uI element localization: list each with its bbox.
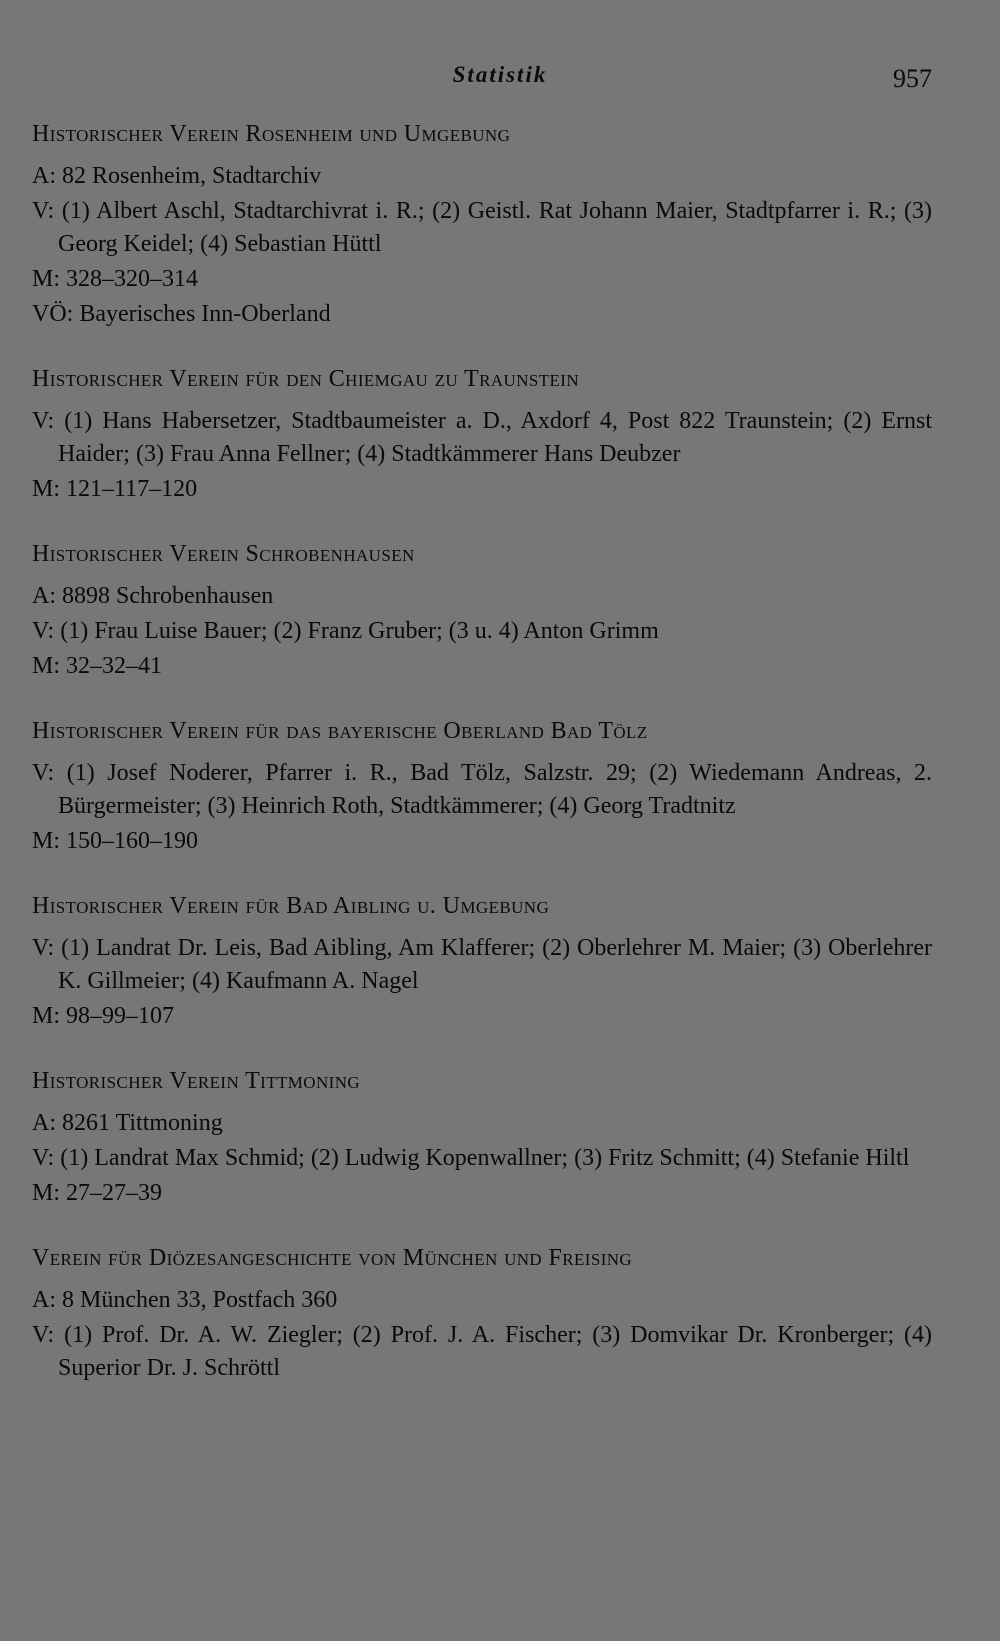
section-heading: Historischer Verein für Bad Aibling u. Umgebung [32,893,550,919]
entry-board: V: (1) Albert Aschl, Stadtarchivrat i. R.; (2) Geistl. Rat Johann Maier, Stadtpfarrer i. R.; (3) Georg Keidel; (4) Sebastian Hüttl [32,198,932,257]
entry-members: M: 328–320–314 [32,266,199,292]
entry-board: V: (1) Landrat Dr. Leis, Bad Aibling, Am Klafferer; (2) Oberlehrer M. Maier; (3) Oberlehrer K. Gillmeier; (4) Kaufmann A. Nagel [32,935,932,994]
entry-archive: A: 8898 Schrobenhausen [32,583,274,609]
entry-board: V: (1) Josef Noderer, Pfarrer i. R., Bad Tölz, Salzstr. 29; (2) Wiedemann Andreas, 2. Bürgermeister; (3) Heinrich Roth, Stadtkämmerer; (4) Georg Tradtnitz [32,760,932,819]
entry-members: M: 27–27–39 [32,1180,163,1206]
section-schrobenhausen [32,538,932,683]
entry-archive: A: 8261 Tittmoning [32,1110,223,1136]
section-heading: Historischer Verein für den Chiemgau zu Traunstein [32,366,580,392]
entry-archive: A: 82 Rosenheim, Stadtarchiv [32,163,322,189]
running-header [0,60,1000,94]
entry-board: V: (1) Landrat Max Schmid; (2) Ludwig Kopenwallner; (3) Fritz Schmitt; (4) Stefanie Hiltl [32,1145,910,1171]
entry-members: M: 150–160–190 [32,828,199,854]
section-bad-aibling [32,890,932,1033]
section-heading: Historischer Verein Schrobenhausen [32,541,415,567]
page-body [32,118,932,1417]
section-dioezesangeschichte [32,1242,932,1385]
entry-archive: A: 8 München 33, Postfach 360 [32,1287,338,1313]
entry-members: M: 32–32–41 [32,653,163,679]
page-number: 957 [893,64,932,93]
section-heading: Historischer Verein Rosenheim und Umgebung [32,121,511,147]
section-tittmoning [32,1065,932,1210]
section-rosenheim [32,118,932,331]
section-chiemgau [32,363,932,506]
entry-board: V: (1) Frau Luise Bauer; (2) Franz Gruber; (3 u. 4) Anton Grimm [32,618,659,644]
section-heading: Historischer Verein für das bayerische Oberland Bad Tölz [32,718,648,744]
section-heading: Historischer Verein Tittmoning [32,1068,361,1094]
entry-board: V: (1) Prof. Dr. A. W. Ziegler; (2) Prof. J. A. Fischer; (3) Domvikar Dr. Kronberger; (4) Superior Dr. J. Schröttl [32,1322,932,1381]
entry-members: M: 121–117–120 [32,476,198,502]
entry-publications: VÖ: Bayerisches Inn-Oberland [32,301,331,327]
entry-board: V: (1) Hans Habersetzer, Stadtbaumeister a. D., Axdorf 4, Post 822 Traunstein; (2) Ernst Haider; (3) Frau Anna Fellner; (4) Stadtkämmerer Hans Deubzer [32,408,932,467]
section-bad-toelz [32,715,932,858]
section-heading: Verein für Diözesangeschichte von München und Freising [32,1245,633,1271]
running-title: Statistik [452,62,548,87]
entry-members: M: 98–99–107 [32,1003,175,1029]
